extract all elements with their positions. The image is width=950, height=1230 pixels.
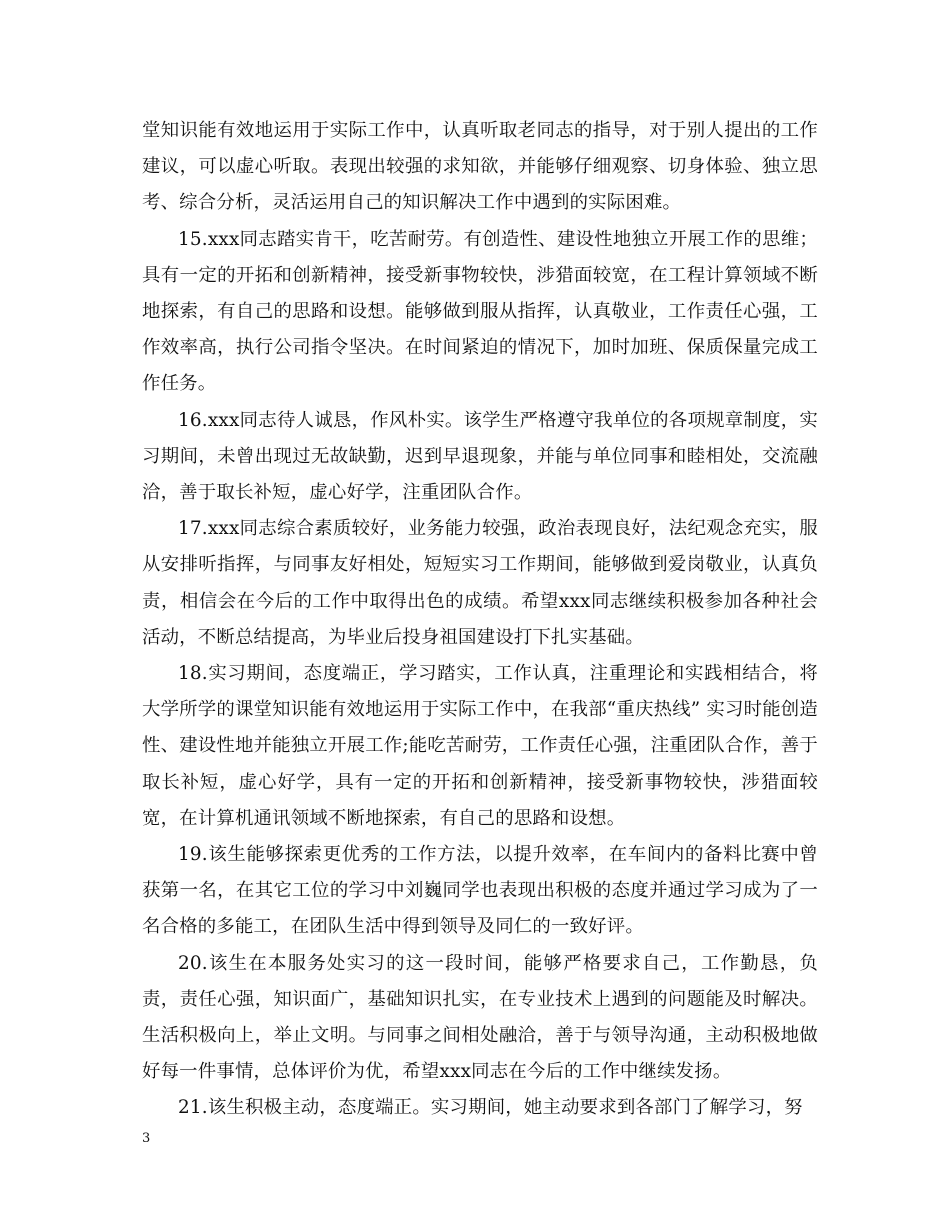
paragraph-item-15: 15.xxx同志踏实肯干，吃苦耐劳。有创造性、建设性地独立开展工作的思维；具有一定的开拓和创新精神，接受新事物较快，涉猎面较宽，在工程计算领域不断地探索，有自己的思路和设想。能够做到服从指挥，认真敬业，工作责任心强，工作效率高，执行公司指令坚决。在时间紧迫的情况下，加时加班、保质保量完成工作任务。	[142, 228, 818, 395]
paragraph-item-17: 17.xxx同志综合素质较好，业务能力较强，政治表现良好，法纪观念充实，服从安排听指挥，与同事友好相处，短短实习工作期间，能够做到爱岗敬业，认真负责，相信会在今后的工作中取得出色的成绩。希望xxx同志继续积极参加各种社会活动，不断总结提高，为毕业后投身祖国建设打下扎实基础。	[142, 518, 818, 648]
paragraph-item-19: 19.该生能够探索更优秀的工作方法，以提升效率，在车间内的备料比赛中曾获第一名，在其它工位的学习中刘巍同学也表现出积极的态度并通过学习成为了一名合格的多能工，在团队生活中得到领导及同仁的一致好评。	[142, 844, 818, 938]
paragraph-item-20: 20.该生在本服务处实习的这一段时间，能够严格要求自己，工作勤恳，负责，责任心强，知识面广，基础知识扎实，在专业技术上遇到的问题能及时解决。生活积极向上，举止文明。与同事之间相处融洽，善于与领导沟通，主动积极地做好每一件事情，总体评价为优，希望xxx同志在今后的工作中继续发扬。	[142, 952, 818, 1083]
paragraph-item-16: 16.xxx同志待人诚恳，作风朴实。该学生严格遵守我单位的各项规章制度，实习期间，未曾出现过无故缺勤，迟到早退现象，并能与单位同事和睦相处，交流融洽，善于取长补短，虚心好学，注重团队合作。	[142, 409, 818, 504]
paragraph-item-21: 21.该生积极主动，态度端正。实习期间，她主动要求到各部门了解学习，努	[178, 1097, 803, 1119]
page-number: 3	[142, 1131, 151, 1146]
document-body	[142, 113, 818, 1127]
paragraph-item-18: 18.实习期间，态度端正，学习踏实，工作认真，注重理论和实践相结合，将大学所学的课堂知识能有效地运用于实际工作中，在我部“重庆热线” 实习时能创造性、建设性地并能独立开展工作;能吃苦耐劳，工作责任心强，注重团队合作，善于取长补短，虚心好学，具有一定的开拓和创新精神，接受新事物较快，涉猎面较宽，在计算机通讯领域不断地探索，有自己的思路和设想。	[142, 663, 818, 829]
paragraph-continuation: 堂知识能有效地运用于实际工作中，认真听取老同志的指导，对于别人提出的工作建议，可以虚心听取。表现出较强的求知欲，并能够仔细观察、切身体验、独立思考、综合分析，灵活运用自己的知识解决工作中遇到的实际困难。	[142, 120, 818, 214]
